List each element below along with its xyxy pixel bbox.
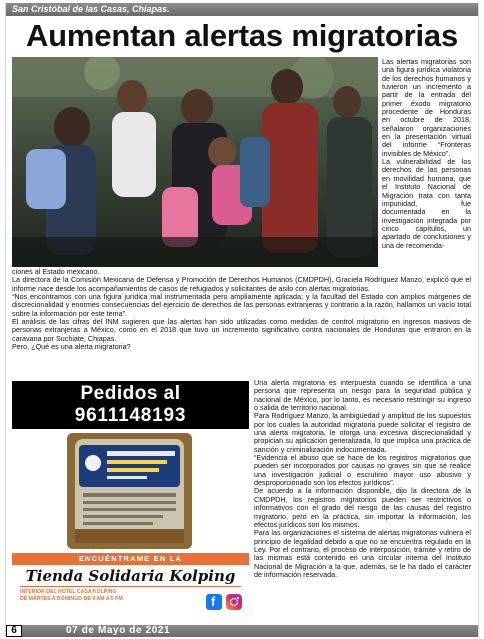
location-bar [6,3,478,16]
paragraph: Para las organizaciones el sistema de alertas migratorias vulnera el principio de legalidad debido a que no se encuentra regulado en la Ley. Por el contrario, el proceso de interposición, trámite y retiro de las mismas está contenido en una circular interna del Instituto Nacional de Migración a la que, además, se le ha dado el carácter de información reservada. [254,528,471,579]
ad-hours: DE MARTES A DOMINGO DE 9 AM A 5 PM [20,596,123,602]
paragraph: Para Rodríguez Manzo, la ambigüedad y amplitud de los supuestos por los cuales la autoridad migratoria puede solicitar el registro de una alerta migratoria, le otorga una excesiva discrecionalidad y propician su aplicación generalizada, lo que implica una práctica de sanción y criminalización indocumentada. [254,411,471,454]
paragraph: “Nos encontramos con una figura jurídica mal instrumentada pero ampliamente aplicada; y la facultad del Estado con amplios márgenes de discrecionalidad y enormes consecuencias del ejercicio de derechos de las personas extranjeras y contrario a la razón, hallamos un vacío total sobre la información por este tema”. [12,292,471,318]
ad-banner: ENCUÉNTRAME EN LA [12,553,249,565]
paragraph: Una alerta migratoria es interpuesta cuando se identifica a una persona que representa un riesgo para la seguridad pública y nacional de México, por lo tanto, es necesario restringir su ingreso o salida de territorio nacional. [254,378,471,413]
page-number: 6 [6,625,22,637]
ad-phone-number: 9611148193 [74,405,187,426]
second-column-text [254,379,471,579]
ad-divider [20,586,241,587]
paragraph: La directora de la Comisión Mexicana de Defensa y Promoción de Derechos Humanos (CMDPDH), Graciela Rodríguez Manzo, explicó que el informe nace desde los acompañamientos de casos de refugiados y solicitantes de asilo con alertas migratorias. [12,275,471,293]
ad-store-name: Tienda Solidaria Kolping [25,567,236,585]
right-column-text [382,58,471,250]
paragraph: El análisis de las cifras del INM sugieren que las alertas han sido utilizadas como medidas de control migratorio en ingresos masivos de personas extranjeras a México, como en el 2018 que tuvo un incremento significativo contra nacionales de Honduras que entraron en la caravana por Suchiate, Chiapas. [12,317,471,343]
paragraph: ciones al Estado mexicano. [12,267,100,276]
instagram-icon[interactable] [226,594,242,610]
paragraph: “Evidencia el abuso que se hace de los registros migratorios que pueden ser incorporados por causas no graves sin que se realice una investigación judicial o escrutinio mayor uso abusivo y desproporcionado son los efectos jurídicos”. [254,453,471,488]
sausage-package-photo [67,433,192,549]
ad-phone-label: Pedidos al [80,383,181,404]
migrants-photo [12,57,378,267]
headline: Aumentan alertas migratorias [26,18,458,53]
subheading: Pero, ¿Qué es una alerta migratoria? [12,342,131,352]
paragraph: Las alertas migratorias son una figura jurídica violatoria de los derechos humanos y tuvieron un incremento a partir de la entrada del primer éxodo migratorio procedente de Honduras en octubre de 2018, señalaron organizaciones en la presentación virtual del informe “Fronteras invisibles de México”. [382,57,471,158]
advertisement [12,381,249,617]
paragraph: La vulnerabilidad de los derechos de las personas en movilidad humana, que el Instituto Nacional de Migración trata con tanta impunidad, fue documentada en la investigación integrada por cinco capítulos, un apartado de conclusiones y una de recomenda- [382,157,471,250]
full-width-text [12,268,471,351]
issue-date: 07 de Mayo de 2021 [66,625,171,636]
facebook-icon[interactable]: f [206,594,222,610]
footer-bar [6,625,478,637]
ad-address: INTERIOR DEL HOTEL CASA KOLPING [20,589,117,595]
ad-phone-block [12,381,249,429]
location-text: San Cristóbal de las Casas, Chiapas. [12,4,170,14]
paragraph: De acuerdo a la información disponible, dijo la directora de la CMDPDH, los registros migratorios pueden ser restrictivos o informativos con el grado del riesgo de las causas del registro migratorio, pero en la práctica, sin importar la información, los efectos jurídicos son los mismos. [254,486,471,529]
